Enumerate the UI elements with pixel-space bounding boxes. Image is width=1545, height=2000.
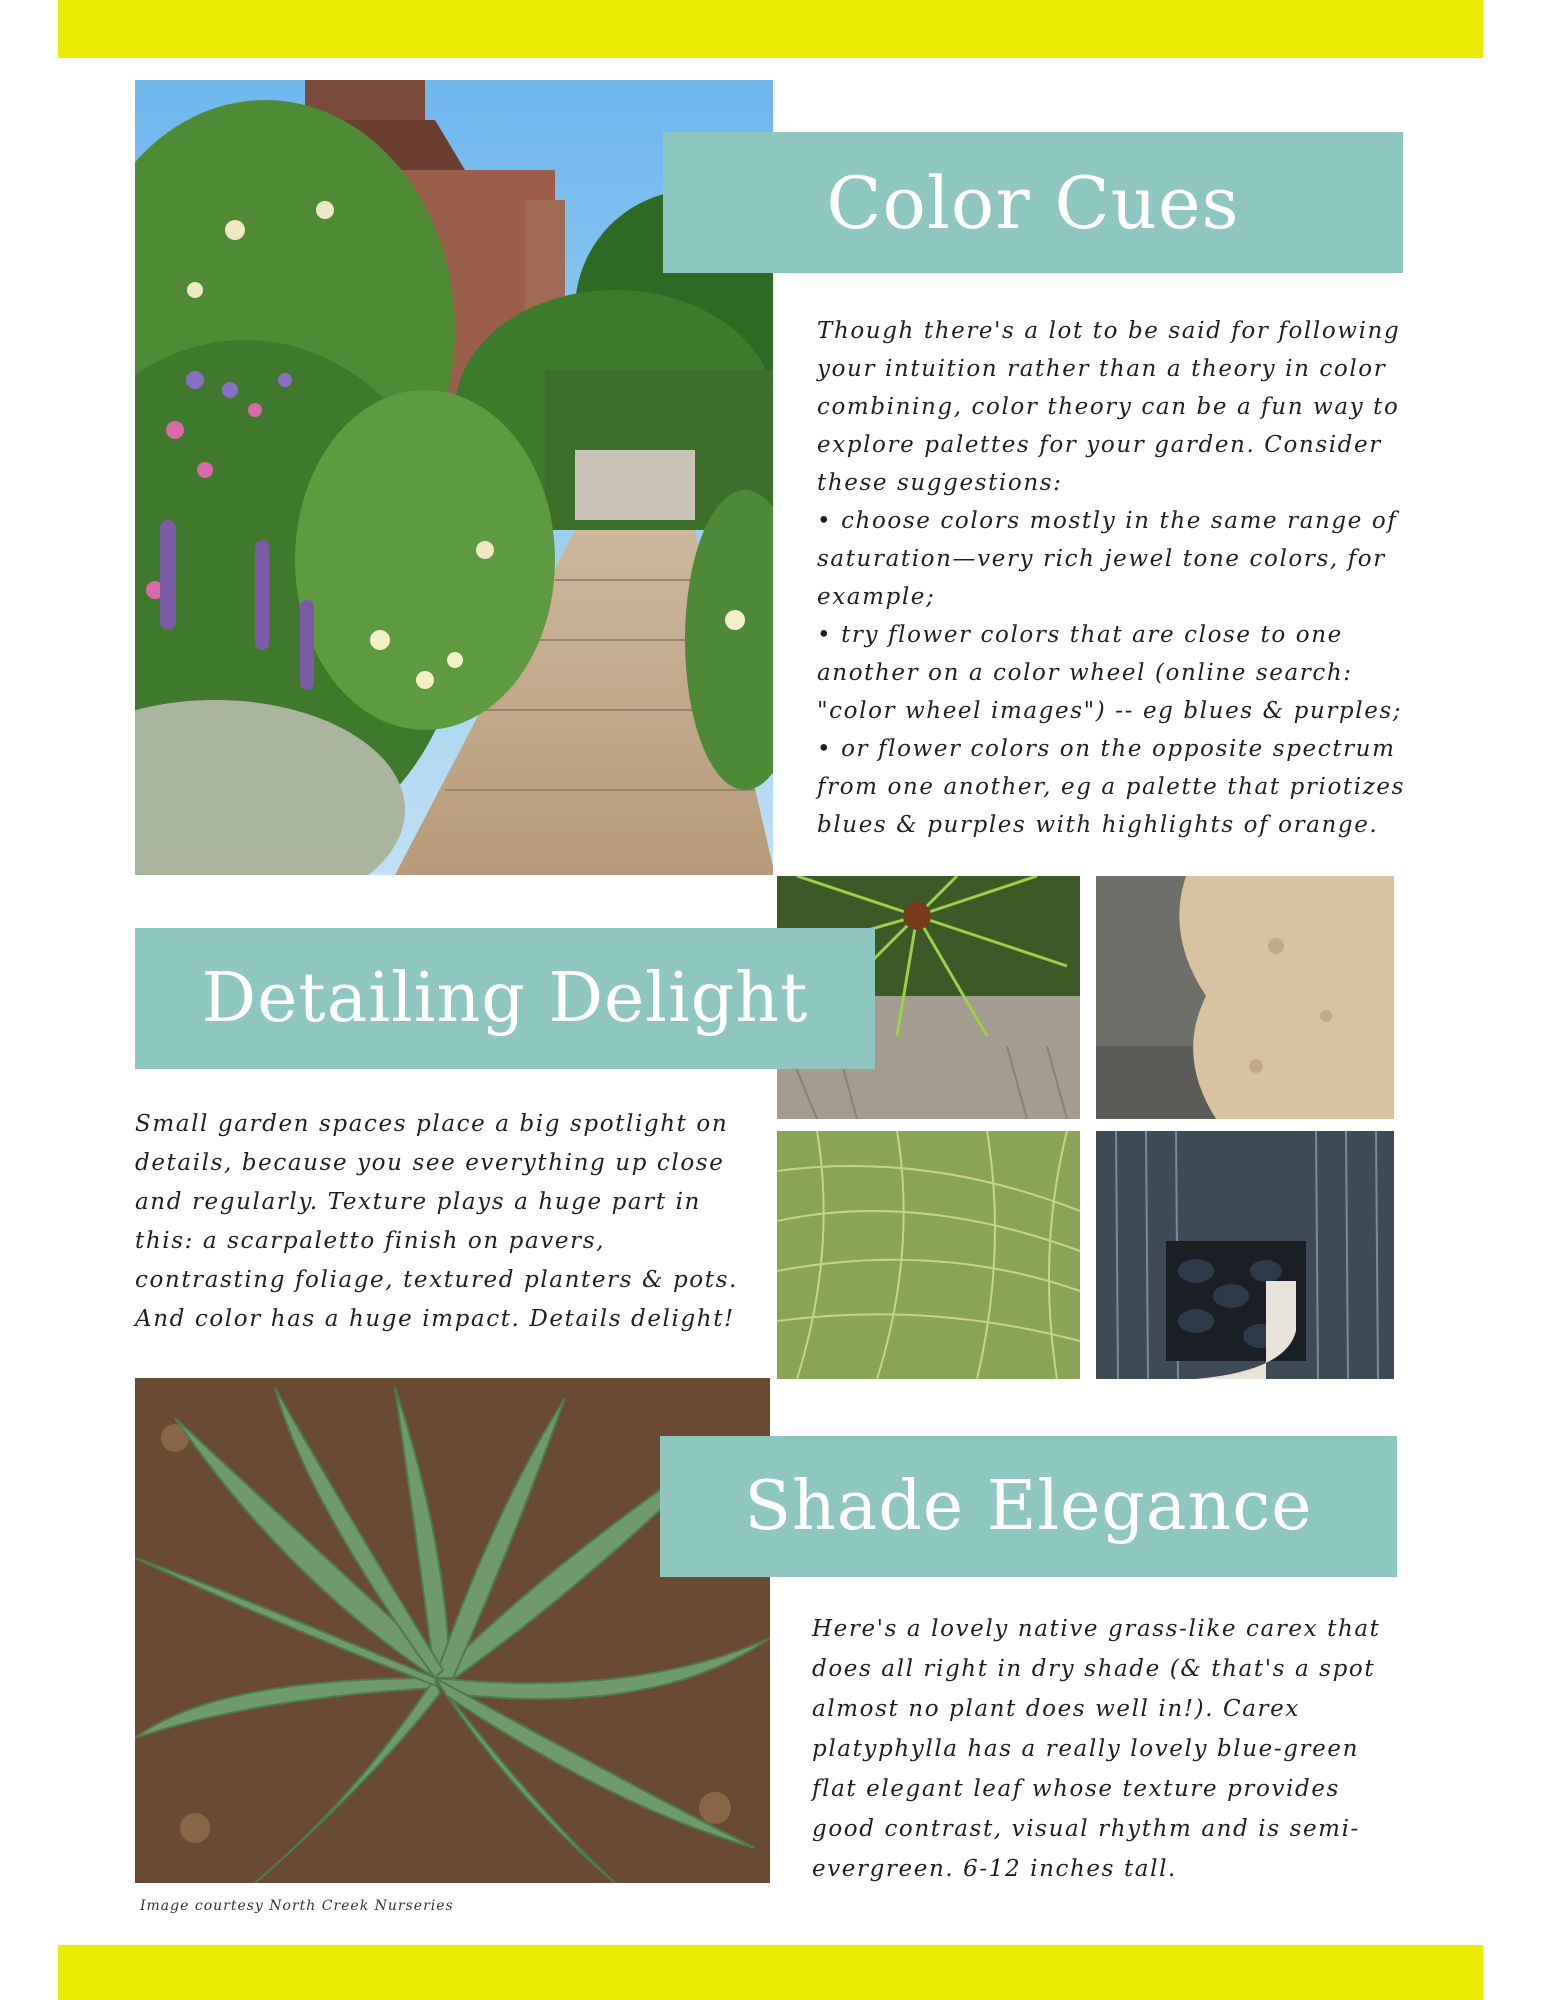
detailing-delight-heading-box	[135, 928, 875, 1069]
color-cues-heading-box	[663, 132, 1403, 273]
text-line: Here's a lovely native grass-like carex that	[812, 1616, 1381, 1642]
text-line: example;	[817, 584, 936, 610]
text-line: • try flower colors that are close to one	[817, 622, 1343, 648]
shade-elegance-text	[812, 1609, 1381, 1889]
text-line: platyphylla has a really lovely blue-green	[812, 1736, 1359, 1762]
text-line: does all right in dry shade (& that's a spot	[812, 1656, 1376, 1682]
text-line: • or flower colors on the opposite spectrum	[817, 736, 1396, 762]
text-line: this: a scarpaletto finish on pavers,	[135, 1228, 606, 1254]
image-credit-caption: Image courtesy North Creek Nurseries	[140, 1898, 454, 1914]
shade-elegance-heading-box	[660, 1436, 1397, 1577]
text-line: Small garden spaces place a big spotlight on	[135, 1111, 729, 1137]
shade-elegance-heading: Shade Elegance	[744, 1467, 1313, 1546]
grass-texture-photo	[777, 1131, 1080, 1379]
text-line: good contrast, visual rhythm and is semi-	[812, 1816, 1360, 1842]
text-line: these suggestions:	[817, 470, 1063, 496]
text-line: "color wheel images") -- eg blues & purples;	[817, 698, 1403, 724]
text-line: flat elegant leaf whose texture provides	[812, 1776, 1340, 1802]
text-line: your intuition rather than a theory in color	[817, 356, 1387, 382]
black-pebble-basin-photo	[1096, 1131, 1394, 1379]
text-line: • choose colors mostly in the same range of	[817, 508, 1398, 534]
color-cues-heading: Color Cues	[826, 160, 1240, 245]
text-line: explore palettes for your garden. Consider	[817, 432, 1382, 458]
text-line: another on a color wheel (online search:	[817, 660, 1353, 686]
text-line: blues & purples with highlights of orange.	[817, 812, 1379, 838]
text-line: And color has a huge impact. Details delight!	[135, 1306, 735, 1332]
text-line: evergreen. 6-12 inches tall.	[812, 1856, 1177, 1882]
bottom-accent-band	[58, 1945, 1483, 2000]
detailing-delight-heading: Detailing Delight	[201, 959, 809, 1038]
text-line: Though there's a lot to be said for following	[817, 318, 1401, 344]
color-cues-text	[817, 312, 1405, 844]
text-line: details, because you see everything up close	[135, 1150, 725, 1176]
text-line: contrasting foliage, textured planters & pots.	[135, 1267, 738, 1293]
text-line: almost no plant does well in!). Carex	[812, 1696, 1300, 1722]
text-line: saturation—very rich jewel tone colors, for	[817, 546, 1386, 572]
text-line: and regularly. Texture plays a huge part in	[135, 1189, 701, 1215]
detailing-delight-text	[135, 1105, 738, 1339]
stone-planter-photo	[1096, 876, 1394, 1119]
text-line: combining, color theory can be a fun way to	[817, 394, 1400, 420]
text-line: from one another, eg a palette that priotizes	[817, 774, 1406, 800]
top-accent-band	[58, 0, 1483, 58]
